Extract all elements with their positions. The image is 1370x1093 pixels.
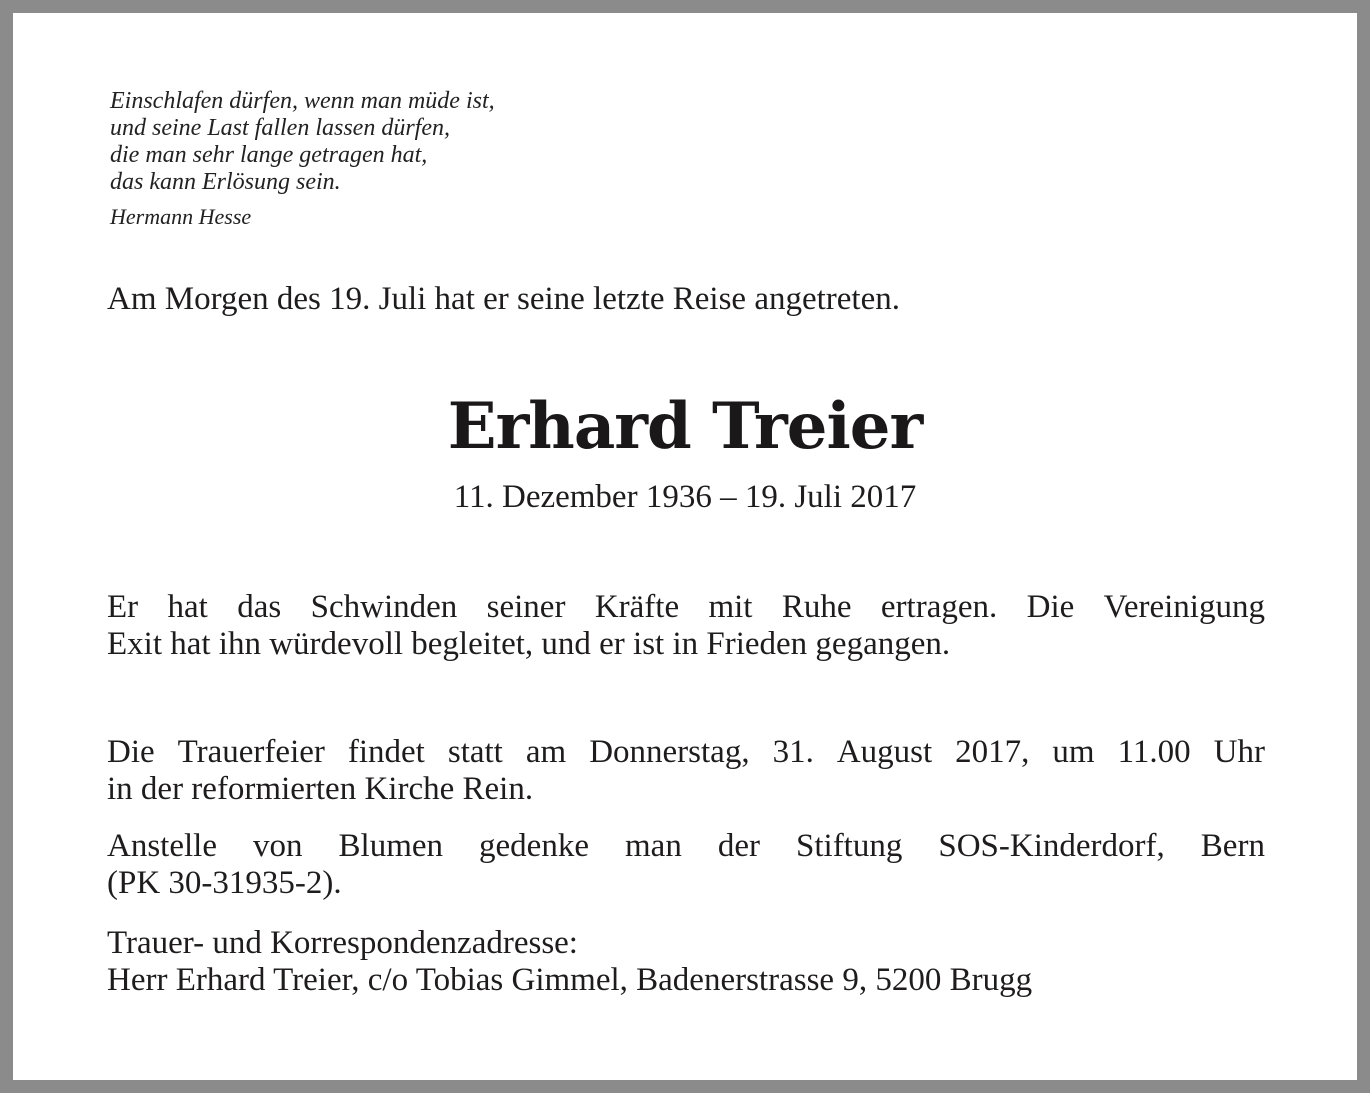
word: um xyxy=(1052,734,1095,770)
word: Er xyxy=(107,589,139,625)
paragraph-line xyxy=(107,828,1265,865)
paragraph-line xyxy=(107,734,1265,771)
word: 2017, xyxy=(955,734,1030,770)
hesse-quote xyxy=(110,88,495,196)
word: Trauerfeier xyxy=(177,734,325,770)
quote-line: das kann Erlösung sein. xyxy=(110,169,341,195)
word: Blumen xyxy=(338,828,444,864)
word: seiner xyxy=(486,589,566,625)
word: das xyxy=(237,589,282,625)
word: von xyxy=(253,828,303,864)
quote-line: die man sehr lange getragen hat, xyxy=(110,142,428,168)
word: August xyxy=(836,734,933,770)
word: Stiftung xyxy=(796,828,903,864)
word: man xyxy=(625,828,682,864)
word: Anstelle xyxy=(107,828,217,864)
word: 11.00 xyxy=(1117,734,1191,770)
address-heading: Trauer- und Korrespondenzadresse: xyxy=(107,925,578,961)
life-dates: 11. Dezember 1936 – 19. Juli 2017 xyxy=(453,479,917,515)
address-paragraph xyxy=(107,925,1265,999)
word: Bern xyxy=(1200,828,1265,864)
word: statt xyxy=(447,734,503,770)
word: Die xyxy=(107,734,155,770)
deceased-name: Erhard Treier xyxy=(447,389,923,464)
paragraph-line: in der reformierten Kirche Rein. xyxy=(107,771,534,807)
donation-paragraph xyxy=(107,828,1265,902)
word: hat xyxy=(167,589,208,625)
paragraph-line xyxy=(107,589,1265,626)
word: am xyxy=(525,734,567,770)
paragraph-line: Exit hat ihn würdevoll begleitet, und er ist in Frieden gegangen. xyxy=(107,626,951,662)
word: Vereinigung xyxy=(1103,589,1265,625)
word: Uhr xyxy=(1213,734,1265,770)
ceremony-paragraph xyxy=(107,734,1265,808)
word: gedenke xyxy=(479,828,589,864)
word: Ruhe xyxy=(781,589,852,625)
correspondence-address: Herr Erhard Treier, c/o Tobias Gimmel, Badenerstrasse 9, 5200 Brugg xyxy=(107,962,1033,998)
word: Donnerstag, xyxy=(589,734,750,770)
word: Kräfte xyxy=(594,589,680,625)
quote-line: und seine Last fallen lassen dürfen, xyxy=(110,115,450,141)
quote-line: Einschlafen dürfen, wenn man müde ist, xyxy=(110,88,495,114)
word: der xyxy=(717,828,760,864)
paragraph-line: (PK 30-31935-2). xyxy=(107,865,342,901)
obituary-notice xyxy=(13,13,1357,1080)
word: Schwinden xyxy=(310,589,458,625)
word: SOS-Kinderdorf, xyxy=(938,828,1165,864)
passing-paragraph xyxy=(107,589,1265,663)
word: Die xyxy=(1026,589,1075,625)
word: 31. xyxy=(772,734,814,770)
word: mit xyxy=(708,589,753,625)
quote-author: Hermann Hesse xyxy=(110,204,252,229)
word: ertragen. xyxy=(880,589,998,625)
word: findet xyxy=(347,734,425,770)
intro-sentence: Am Morgen des 19. Juli hat er seine letzte Reise angetreten. xyxy=(107,281,900,317)
